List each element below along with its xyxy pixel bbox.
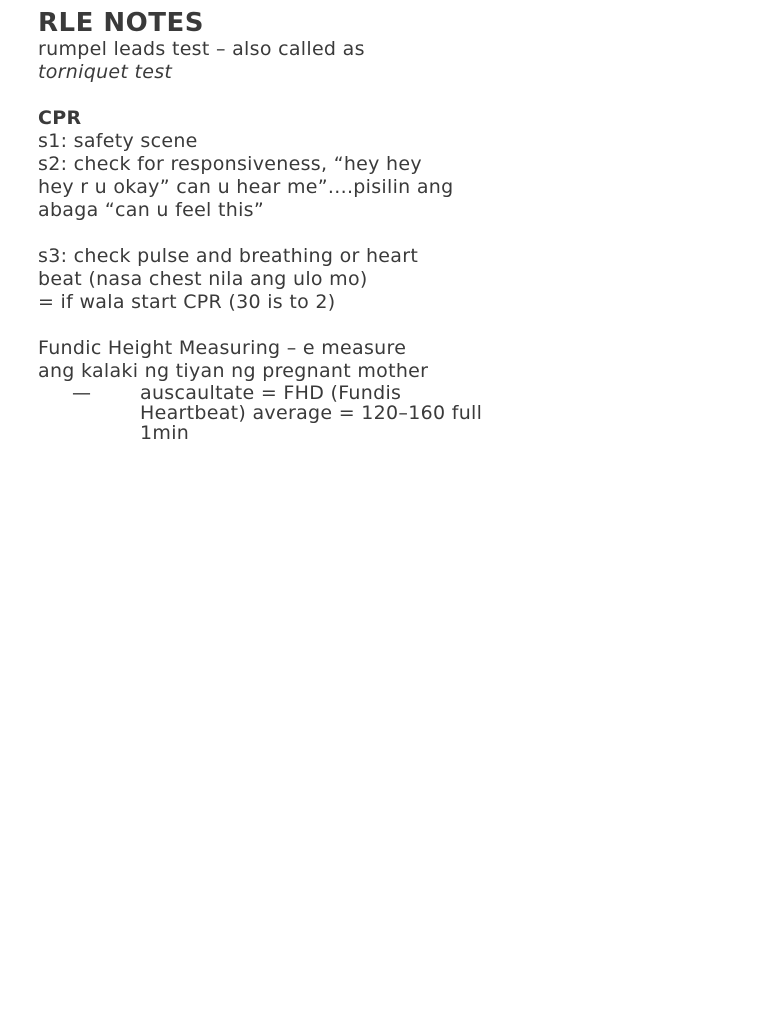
fundic-line-2: ang kalaki ng tiyan ng pregnant mother [38, 360, 429, 382]
cpr-heading: CPR [38, 107, 82, 129]
fundic-bullet-line-1: auscaultate = FHD (Fundis [140, 382, 402, 404]
cpr-step-2-line-2: hey r u okay” can u hear me”....pisilin ang [38, 176, 454, 198]
fundic-bullet-line-2: Heartbeat) average = 120–160 full [140, 402, 483, 424]
fundic-bullet [38, 383, 738, 443]
rumpel-line-1: rumpel leads test – also called as [38, 38, 365, 60]
page-title: RLE NOTES [38, 8, 204, 38]
cpr-step-3-line-1: s3: check pulse and breathing or heart [38, 245, 419, 267]
spacer [38, 84, 738, 107]
rumpel-line-2: torniquet test [38, 61, 173, 83]
spacer [38, 222, 738, 245]
cpr-step-3-line-3: = if wala start CPR (30 is to 2) [38, 291, 336, 313]
notes-page [38, 8, 738, 443]
fundic-bullet-line-3: 1min [140, 422, 190, 444]
cpr-step-2-line-1: s2: check for responsiveness, “hey hey [38, 153, 422, 175]
cpr-step-1: s1: safety scene [38, 130, 198, 152]
fundic-line-1: Fundic Height Measuring – e measure [38, 337, 407, 359]
fundic-bullet-text [140, 383, 710, 443]
cpr-step-2-line-3: abaga “can u feel this” [38, 199, 264, 221]
dash-bullet-icon: — [72, 382, 91, 404]
spacer [38, 314, 738, 337]
cpr-step-3-line-2: beat (nasa chest nila ang ulo mo) [38, 268, 368, 290]
